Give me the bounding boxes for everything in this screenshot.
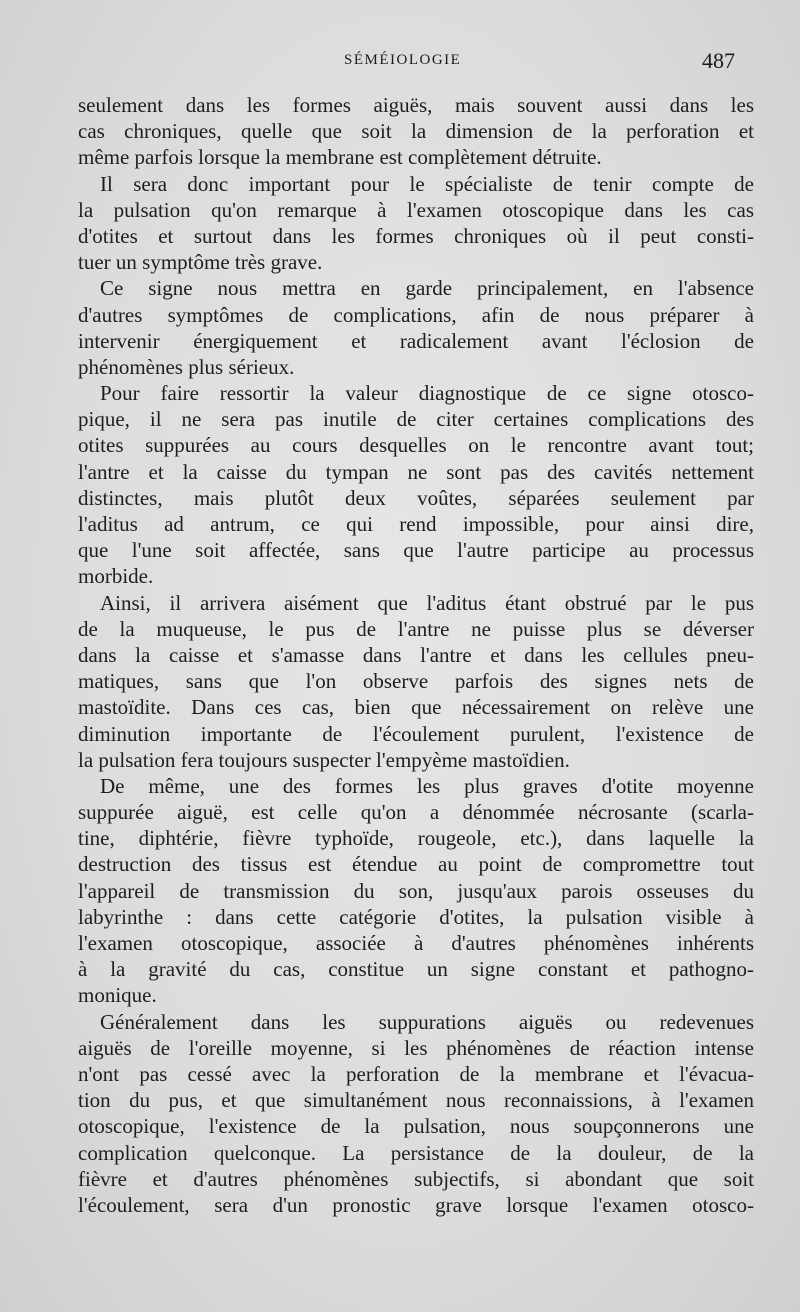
text-line: que l'une soit affectée, sans que l'autre participe au processus	[78, 538, 754, 563]
text-line: destruction des tissus est étendue au point de compromettre tout	[78, 852, 754, 877]
text-line: cas chroniques, quelle que soit la dimension de la perforation et	[78, 119, 754, 144]
text-line: l'aditus ad antrum, ce qui rend impossible, pour ainsi dire,	[78, 512, 754, 536]
text-line: Pour faire ressortir la valeur diagnostique de ce signe otosco-	[100, 381, 754, 406]
text-line: tion du pus, et que simultanément nous reconnaissions, à l'examen	[78, 1088, 754, 1113]
text-line: De même, une des formes les plus graves d'otite moyenne	[100, 773, 754, 798]
text-line: labyrinthe : dans cette catégorie d'otites, la pulsation visible à	[78, 904, 754, 929]
text-line: matiques, sans que l'on observe parfois des signes nets de	[78, 669, 754, 694]
text-line: tine, diphtérie, fièvre typhoïde, rougeole, etc.), dans laquelle la	[78, 826, 754, 851]
text-line: même parfois lorsque la membrane est complètement détruite.	[78, 145, 602, 170]
text-line: dans la caisse et s'amasse dans l'antre et dans les cellules pneu-	[78, 642, 754, 667]
text-line: morbide.	[78, 564, 154, 589]
text-line: tuer un symptôme très grave.	[78, 250, 323, 275]
running-title: SÉMÉIOLOGIE	[344, 52, 462, 68]
body-text	[78, 92, 754, 1218]
text-line: pique, il ne sera pas inutile de citer certaines complications des	[78, 407, 754, 432]
page-header	[0, 48, 800, 76]
text-line: complication quelconque. La persistance de la douleur, de la	[78, 1140, 754, 1165]
text-line: l'examen otoscopique, associée à d'autres phénomènes inhérents	[78, 931, 754, 955]
text-line: seulement dans les formes aiguës, mais souvent aussi dans les	[78, 93, 754, 117]
text-line: la pulsation fera toujours suspecter l'empyème mastoïdien.	[78, 747, 570, 772]
text-line: phénomènes plus sérieux.	[78, 354, 295, 379]
text-line: fièvre et d'autres phénomènes subjectifs, si abondant que soit	[78, 1166, 754, 1191]
text-line: d'autres symptômes de complications, afin de nous préparer à	[78, 302, 754, 327]
text-line: l'écoulement, sera d'un pronostic grave lorsque l'examen otosco-	[78, 1192, 754, 1217]
text-line: n'ont pas cessé avec la perforation de la membrane et l'évacua-	[78, 1061, 754, 1086]
text-line: mastoïdite. Dans ces cas, bien que nécessairement on relève une	[78, 695, 754, 720]
text-line: d'otites et surtout dans les formes chroniques où il peut consti-	[78, 223, 754, 248]
text-line: otites suppurées au cours desquelles on le rencontre avant tout;	[78, 433, 754, 458]
page-number: 487	[702, 48, 735, 73]
text-line: intervenir énergiquement et radicalement avant l'éclosion de	[78, 328, 754, 353]
text-line: l'antre et la caisse du tympan ne sont pas des cavités nettement	[78, 459, 754, 484]
text-line: aiguës de l'oreille moyenne, si les phénomènes de réaction intense	[78, 1035, 754, 1060]
text-line: monique.	[78, 983, 157, 1008]
text-line: diminution importante de l'écoulement purulent, l'existence de	[78, 721, 754, 746]
text-line: la pulsation qu'on remarque à l'examen otoscopique dans les cas	[78, 197, 754, 222]
text-line: suppurée aiguë, est celle qu'on a dénommée nécrosante (scarla-	[78, 800, 754, 825]
text-line: distinctes, mais plutôt deux voûtes, séparées seulement par	[78, 485, 754, 510]
text-line: Il sera donc important pour le spécialiste de tenir compte de	[100, 171, 754, 196]
text-line: Généralement dans les suppurations aiguës ou redevenues	[100, 1009, 754, 1034]
text-line: de la muqueuse, le pus de l'antre ne puisse plus se déverser	[78, 616, 754, 641]
text-line: à la gravité du cas, constitue un signe constant et pathogno-	[78, 957, 754, 982]
text-line: l'appareil de transmission du son, jusqu'aux parois osseuses du	[78, 878, 754, 903]
text-line: Ce signe nous mettra en garde principalement, en l'absence	[100, 276, 754, 301]
text-line: otoscopique, l'existence de la pulsation, nous soupçonnerons une	[78, 1114, 754, 1139]
text-line: Ainsi, il arrivera aisément que l'aditus étant obstrué par le pus	[100, 590, 754, 615]
